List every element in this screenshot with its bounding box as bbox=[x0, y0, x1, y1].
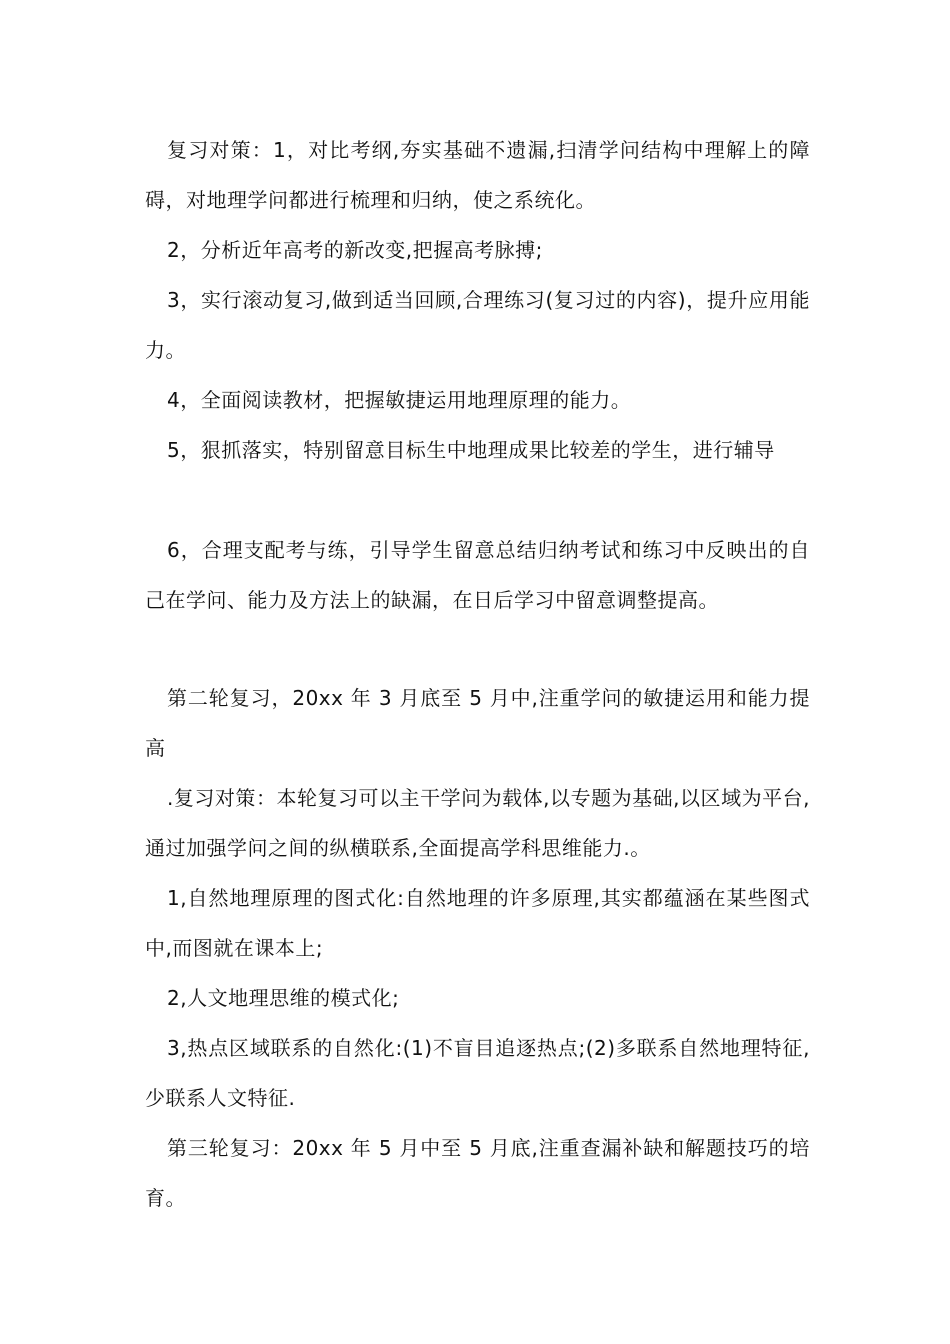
paragraph-second-round-strategy: .复习对策：本轮复习可以主干学问为载体,以专题为基础,以区域为平台,通过加强学问之间的纵横联系,全面提高学科思维能力.。 bbox=[145, 786, 810, 860]
paragraph-item-2: 2,人文地理思维的模式化; bbox=[167, 986, 400, 1010]
paragraph-strategy-6: 6，合理支配考与练，引导学生留意总结归纳考试和练习中反映出的自己在学问、能力及方法上的缺漏，在日后学习中留意调整提高。 bbox=[145, 538, 810, 612]
paragraph-strategy-1: 复习对策：1，对比考纲,夯实基础不遗漏,扫清学问结构中理解上的障碍，对地理学问都进行梳理和归纳，使之系统化。 bbox=[145, 138, 810, 212]
paragraph-strategy-5: 5，狠抓落实，特别留意目标生中地理成果比较差的学生，进行辅导 bbox=[167, 438, 775, 462]
paragraph-strategy-4: 4，全面阅读教材，把握敏捷运用地理原理的能力。 bbox=[167, 388, 632, 412]
paragraph-strategy-3: 3，实行滚动复习,做到适当回顾,合理练习(复习过的内容)，提升应用能力。 bbox=[145, 288, 810, 362]
paragraph-item-3: 3,热点区域联系的自然化:(1)不盲目追逐热点;(2)多联系自然地理特征,少联系人文特征. bbox=[145, 1036, 810, 1110]
paragraph-strategy-2: 2，分析近年高考的新改变,把握高考脉搏; bbox=[167, 238, 543, 262]
paragraph-second-round: 第二轮复习，20xx 年 3 月底至 5 月中,注重学问的敏捷运用和能力提高 bbox=[145, 686, 810, 760]
paragraph-item-1: 1,自然地理原理的图式化:自然地理的许多原理,其实都蕴涵在某些图式中,而图就在课本上; bbox=[145, 886, 810, 960]
paragraph-third-round: 第三轮复习：20xx 年 5 月中至 5 月底,注重查漏补缺和解题技巧的培育。 bbox=[145, 1136, 810, 1210]
